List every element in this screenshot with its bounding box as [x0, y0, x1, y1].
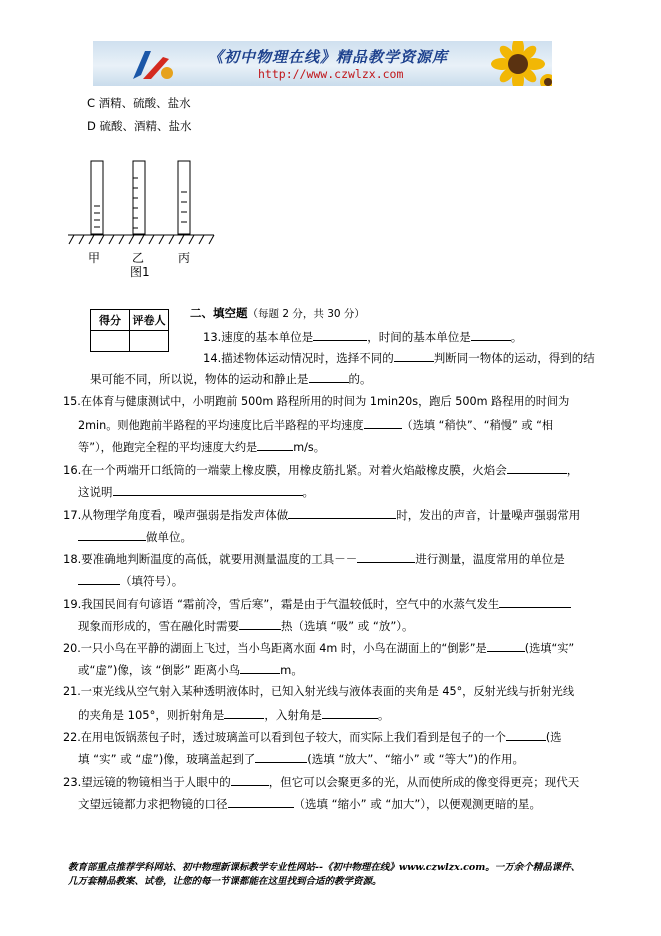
q21-blank-1[interactable] — [224, 706, 264, 719]
q23-text-d: （选填 “缩小” 或 “加大”），以便观测更暗的星。 — [293, 797, 542, 811]
q22-blank-1[interactable] — [506, 728, 546, 741]
q14-text-a: 14.描述物体运动情况时，选择不同的 — [203, 351, 394, 365]
q16-blank-1[interactable] — [507, 461, 567, 474]
q18-blank-2[interactable] — [78, 572, 120, 585]
question-13 — [203, 328, 522, 345]
question-16 — [63, 461, 578, 478]
cylinder-jia — [91, 161, 103, 234]
q18-blank-1[interactable] — [357, 550, 415, 563]
figure-label-jia: 甲 — [88, 251, 101, 265]
q20-text-c: 或“虚”)像，该 “倒影” 距离小鸟 — [78, 663, 241, 677]
q15-text-c: （选填 “稍快”、“稍慢” 或 “相 — [401, 419, 554, 432]
footer-line-1: 教育部重点推荐学科网站、初中物理新课标教学专业性网站--《初中物理在线》www.czwlzx.com。一万余个精品课件、 — [68, 862, 581, 873]
question-16-line2 — [78, 483, 314, 500]
question-15-line2 — [78, 416, 553, 434]
score-cell — [91, 331, 130, 352]
q17-text-b: 时，发出的声音，计量噪声强弱常用 — [396, 508, 581, 522]
q19-text-c: 热（选填 “吸” 或 “放”）。 — [281, 619, 414, 633]
q20-blank-2[interactable] — [240, 661, 280, 674]
q15-blank-2[interactable] — [257, 438, 293, 451]
q18-text-a: 18.要准确地判断温度的高低，就要用测量温度的工具－－ — [63, 552, 358, 566]
q16-text-d: 。 — [302, 485, 314, 499]
q23-blank-2[interactable] — [228, 795, 294, 808]
q22-text-c: 填 “实” 或 “虚”)像，玻璃盖起到了 — [78, 752, 256, 766]
grader-cell — [130, 331, 169, 352]
q21-text-b: 的夹角是 105°，则折射角是 — [78, 708, 225, 722]
question-20-line2 — [78, 661, 303, 678]
question-23 — [63, 773, 579, 790]
q16-blank-2[interactable] — [113, 483, 303, 496]
q19-text-a: 19.我国民间有句谚语 “霜前冷，雪后寒”，霜是由于气温较低时，空气中的水蒸气发生 — [63, 597, 500, 611]
q18-text-c: （填符号）。 — [120, 574, 184, 588]
q22-blank-2[interactable] — [255, 750, 307, 763]
banner-url[interactable]: http://www.czwlzx.com — [258, 67, 404, 81]
ground-hatching — [69, 235, 214, 244]
q20-text-d: m。 — [280, 663, 303, 677]
question-14 — [203, 349, 595, 366]
question-23-line2 — [78, 795, 541, 812]
banner-title: 《初中物理在线》精品教学资源库 — [208, 48, 449, 66]
q23-text-a: 23.望远镜的物镜相当于人眼中的 — [63, 775, 231, 789]
q19-text-b: 现象而形成的，雪在融化时需要 — [78, 619, 239, 633]
question-19 — [63, 595, 571, 612]
q14-blank-2[interactable] — [309, 370, 349, 383]
question-18-line2 — [78, 572, 183, 589]
score-table — [90, 309, 169, 352]
question-14-cont — [90, 370, 372, 387]
q13-text-b: ，时间的基本单位是 — [367, 330, 471, 344]
figure-caption: 图1 — [130, 265, 150, 279]
question-20 — [63, 639, 574, 657]
q20-blank-1[interactable] — [487, 639, 525, 652]
q14-text-c: 果可能不同，所以说，物体的运动和静止是 — [90, 372, 309, 386]
q23-text-c: 文望远镜都力求把物镜的口径 — [78, 797, 228, 811]
figure-label-bing: 丙 — [178, 251, 191, 265]
section-title: 二、填空题 — [190, 306, 248, 320]
q15-text-d: 等”），他跑完全程的平均速度大约是 — [78, 441, 258, 454]
q23-text-b: ，但它可以会聚更多的光，从而使所成的像变得更亮；现代天 — [268, 775, 580, 789]
q20-text-b: (选填“实” — [524, 642, 575, 655]
question-22-line2 — [78, 750, 524, 767]
q19-blank-1[interactable] — [499, 595, 571, 608]
option-c: C 酒精、硫酸、盐水 — [87, 96, 191, 110]
q13-blank-2[interactable] — [471, 328, 511, 341]
q15-text-b: 2min。则他跑前半路程的平均速度比后半路程的平均速度 — [78, 419, 364, 432]
section-heading — [190, 305, 365, 322]
q18-text-b: 进行测量，温度常用的单位是 — [415, 552, 565, 566]
q17-text-c: 做单位。 — [146, 530, 192, 544]
q23-blank-1[interactable] — [231, 773, 269, 786]
question-22 — [63, 728, 561, 746]
question-19-line2 — [78, 617, 414, 634]
q21-text-d: 。 — [377, 708, 390, 722]
q17-blank-1[interactable] — [288, 506, 396, 519]
question-21: 21.一束光线从空气射入某种透明液体时，已知入射光线与液体表面的夹角是 45°，反射光线与折射光线 — [63, 685, 575, 698]
q13-text-c: 。 — [510, 330, 523, 344]
figure-1-cylinders — [66, 158, 216, 248]
page-footer — [68, 861, 608, 889]
q16-text-b: ， — [566, 463, 579, 477]
site-logo-icon — [123, 45, 183, 83]
q13-blank-1[interactable] — [313, 328, 367, 341]
q17-blank-2[interactable] — [78, 528, 146, 541]
question-18 — [63, 550, 565, 567]
q22-text-d: (选填 “放大”、“缩小” 或 “等大”)的作用。 — [307, 752, 524, 766]
q13-text-a: 13.速度的基本单位是 — [203, 330, 314, 344]
question-17 — [63, 506, 580, 523]
q21-text-c: ，入射角是 — [264, 708, 322, 722]
footer-line-2: 几万套精品教案、试卷，让您的每一节课都能在这里找到合适的教学资源。 — [68, 876, 382, 887]
option-d: D 硫酸、酒精、盐水 — [87, 119, 192, 133]
section-note: （每题 2 分，共 30 分） — [247, 308, 365, 320]
header-banner — [93, 41, 552, 86]
score-header: 得分 — [91, 310, 130, 331]
sunflower-icon — [478, 41, 552, 86]
q21-blank-2[interactable] — [322, 706, 378, 719]
q19-blank-2[interactable] — [239, 617, 281, 630]
cylinder-bing — [178, 161, 190, 234]
question-15-line3 — [78, 438, 325, 456]
q22-text-b: (选 — [545, 731, 562, 744]
question-17-line2 — [78, 528, 192, 545]
q16-text-a: 16.在一个两端开口纸筒的一端蒙上橡皮膜，用橡皮筋扎紧。对着火焰敲橡皮膜，火焰会 — [63, 463, 507, 477]
figure-label-yi: 乙 — [132, 251, 145, 265]
q17-text-a: 17.从物理学角度看，噪声强弱是指发声体做 — [63, 508, 289, 522]
q22-text-a: 22.在用电饭锅蒸包子时，透过玻璃盖可以看到包子较大，而实际上我们看到是包子的一个 — [63, 731, 506, 744]
question-15: 15.在体育与健康测试中，小明跑前 500m 路程所用的时间为 1min20s，跑后 500m 路程用的时间为 — [63, 395, 570, 408]
q14-text-d: 的。 — [348, 372, 372, 386]
q14-blank-1[interactable] — [394, 349, 434, 362]
q15-text-e: m/s。 — [293, 441, 325, 454]
q14-text-b: 判断同一物体的运动，得到的结 — [433, 351, 595, 365]
question-21-line2 — [78, 706, 389, 723]
q16-text-c: 这说明 — [78, 485, 113, 499]
grader-header: 评卷人 — [130, 310, 169, 331]
q15-blank-1[interactable] — [364, 416, 402, 429]
q20-text-a: 20.一只小鸟在平静的湖面上飞过，当小鸟距离水面 4m 时，小鸟在湖面上的“倒影”是 — [63, 642, 487, 655]
